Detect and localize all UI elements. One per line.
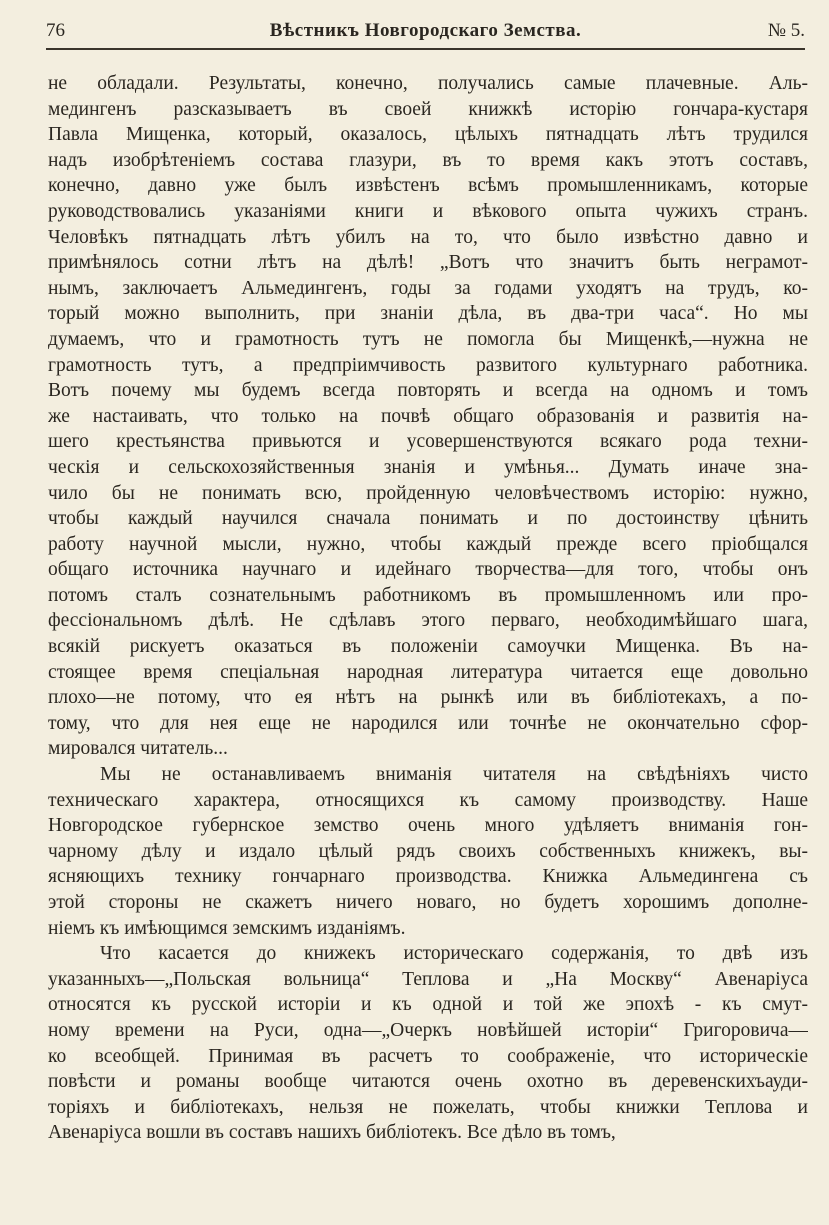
text-line: ному времени на Руси, одна—„Очеркъ новѣйшей исторіи“ Григоровича— — [48, 1019, 808, 1041]
text-line: торіяхъ и библіотекахъ, нельзя не пожелать, чтобы книжки Теплова и — [48, 1096, 808, 1118]
text-line: Павла Мищенка, который, оказалось, цѣлыхъ пятнадцать лѣтъ трудился — [48, 124, 808, 146]
text-line: фессіональномъ дѣлѣ. Не сдѣлавъ этого перваго, необходимѣйшаго шага, — [48, 610, 808, 632]
text-line: нымъ, заключаетъ Альмедингенъ, годы за годами уходятъ на трудъ, ко- — [48, 277, 808, 299]
page-header — [46, 18, 805, 50]
text-line: стоящее время спеціальная народная литература читается еще довольно — [48, 661, 808, 683]
text-line: ясняющихъ технику гончарнаго производства. Книжка Альмедингена съ — [48, 866, 808, 888]
paragraph — [48, 941, 808, 1146]
issue-number: № 5. — [767, 20, 805, 41]
text-line: Новгородское губернское земство очень много удѣляетъ вниманія гон- — [48, 815, 808, 837]
text-line: чтобы каждый научился сначала понимать и по достоинству цѣнить — [48, 508, 808, 530]
text-line: общаго источника научнаго и идейнаго творчества—для того, чтобы онъ — [48, 559, 808, 581]
paragraph — [48, 71, 808, 762]
text-line: потомъ сталъ сознательнымъ работникомъ въ промышленномъ или про- — [48, 584, 808, 606]
text-line: ніемъ къ имѣющимся земскимъ изданіямъ. — [48, 917, 406, 939]
text-line: конечно, давно уже былъ извѣстенъ всѣмъ промышленникамъ, которые — [48, 175, 808, 197]
paragraph — [48, 762, 808, 941]
text-line: относятся къ русской исторіи и къ одной и той же эпохѣ - къ смут- — [48, 994, 808, 1016]
text-line: Человѣкъ пятнадцать лѣтъ убилъ на то, что было извѣстно давно и — [48, 226, 808, 248]
text-line: ческія и сельскохозяйственныя знанія и умѣнья... Думать иначе зна- — [48, 456, 808, 478]
text-line: чило бы не понимать всю, пройденную человѣчествомъ исторію: нужно, — [48, 482, 808, 504]
text-line: руководствовались указаніями книги и вѣкового опыта чужихъ странъ. — [48, 200, 808, 222]
text-line: повѣсти и романы вообще читаются очень охотно въ деревенскихъауди- — [48, 1071, 808, 1093]
article-body — [48, 71, 808, 1146]
text-line: мировался читатель... — [48, 738, 228, 760]
text-line: Что касается до книжекъ историческаго содержанія, то двѣ изъ — [100, 943, 808, 965]
text-line: надъ изобрѣтеніемъ состава глазури, въ то время какъ этотъ составъ, — [48, 149, 808, 171]
text-line: же настаивать, что только на почвѣ общаго образованія и развитія на- — [48, 405, 808, 427]
text-line: не обладали. Результаты, конечно, получались самые плачевные. Аль- — [48, 73, 808, 94]
text-line: думаемъ, что и грамотность тутъ не помогла бы Мищенкѣ,—нужна не — [48, 328, 808, 350]
text-line: ко всеобщей. Принимая въ расчетъ то соображеніе, что историческіе — [48, 1045, 808, 1067]
text-line: всякій рискуетъ оказаться въ положеніи самоучки Мищенка. Въ на- — [48, 636, 808, 658]
text-line: Вотъ почему мы будемъ всегда повторять и всегда на одномъ и томъ — [48, 380, 808, 402]
text-line: торый можно выполнить, при знаніи дѣла, въ два-три часа“. Но мы — [48, 303, 808, 325]
text-line: Авенаріуса вошли въ составъ нашихъ библіотекъ. Все дѣло въ томъ, — [48, 1122, 616, 1144]
text-line: работу научной мысли, нужно, чтобы каждый прежде всего пріобщался — [48, 533, 808, 555]
page-number: 76 — [46, 20, 65, 41]
journal-title: Вѣстникъ Новгородскаго Земства. — [269, 20, 582, 41]
text-line: тому, что для нея еще не народился или точнѣе не окончательно сфор- — [48, 712, 808, 734]
text-line: чарному дѣлу и издало цѣлый рядъ своихъ собственныхъ книжекъ, вы- — [48, 840, 808, 862]
text-line: примѣнялось сотни лѣтъ на дѣлѣ! „Вотъ что значитъ быть неграмот- — [48, 252, 808, 274]
text-line: плохо—не потому, что ея нѣтъ на рынкѣ или въ библіотекахъ, а по- — [48, 687, 808, 709]
text-line: указанныхъ—„Польская вольница“ Теплова и „На Москву“ Авенаріуса — [48, 968, 808, 990]
text-line: шего крестьянства привьются и усовершенствуются всякаго рода техни- — [48, 431, 808, 453]
text-line: грамотность тутъ, а предпріимчивость развитого культурнаго работника. — [48, 354, 808, 376]
text-line: этой стороны не скажетъ ничего новаго, но будетъ хорошимъ дополне- — [48, 892, 808, 913]
text-line: медингенъ разсказываетъ въ своей книжкѣ исторію гончара-кустаря — [48, 98, 808, 120]
text-line: Мы не останавливаемъ вниманія читателя на свѣдѣніяхъ чисто — [100, 764, 808, 786]
text-line: техническаго характера, относящихся къ самому производству. Наше — [48, 789, 808, 811]
